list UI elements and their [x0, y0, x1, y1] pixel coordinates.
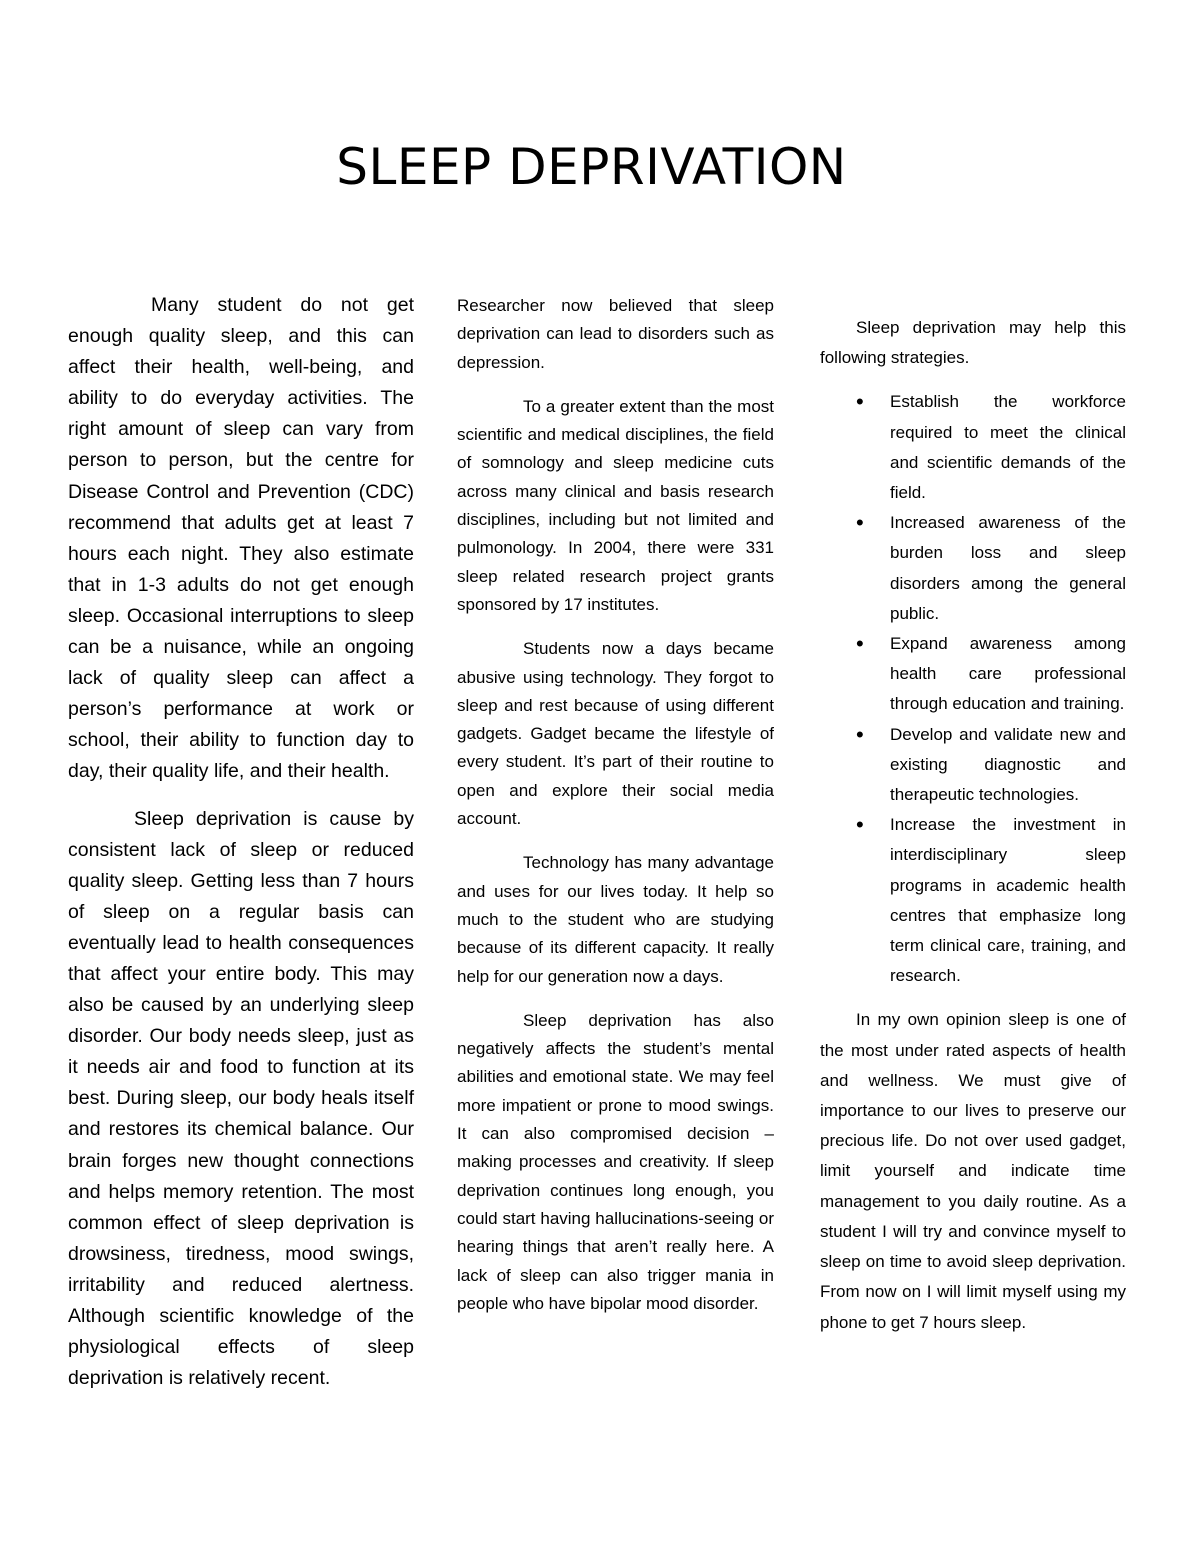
list-item: • Increase the investment in interdisciplinary sleep programs in academic health centres that emphasize long term clinical care, training, and research. — [820, 810, 1126, 991]
list-item: • Establish the workforce required to meet the clinical and scientific demands of the field. — [820, 387, 1126, 508]
list-item: • Increased awareness of the burden loss and sleep disorders among the general public. — [820, 508, 1126, 629]
paragraph: To a greater extent than the most scientific and medical disciplines, the field of somnology and sleep medicine cuts across many clinical and basis research disciplines, including but not limited and pulmonology. In 2004, there were 331 sleep related research project grants sponsored by 17 institutes. — [457, 396, 774, 614]
column-left — [68, 290, 414, 1394]
list-item: • Expand awareness among health care professional through education and training. — [820, 629, 1126, 720]
strategies-list — [820, 387, 1126, 991]
paragraph: Technology has many advantage and uses for our lives today. It help so much to the student who are studying because of its different capacity. It really help for our generation now a days. — [457, 853, 774, 986]
list-item: • Develop and validate new and existing diagnostic and therapeutic technologies. — [820, 720, 1126, 811]
paragraph: Sleep deprivation has also negatively affects the student’s mental abilities and emotional state. We may feel more impatient or prone to mood swings. It can also compromised decision – making processes and creativity. If sleep deprivation continues long enough, you could start having hallucinations-seeing or hearing things that aren’t really here. A lack of sleep can also trigger mania in people who have bipolar mood disorder. — [457, 1010, 774, 1313]
conclusion-paragraph: In my own opinion sleep is one of the most under rated aspects of health and wellness. We must give of importance to our lives to preserve our precious life. Do not over used gadget, limit yourself and indicate time management to you daily routine. As a student I will try and convince myself to sleep on time to avoid sleep deprivation. From now on I will limit myself using my phone to get 7 hours sleep. — [820, 1010, 1126, 1332]
document-title: SLEEP DEPRIVATION — [336, 138, 847, 196]
paragraph: Many student do not get enough quality sleep, and this can affect their health, well-being, and ability to do everyday activities. The right amount of sleep can vary from person to person, but the centre for Disease Control and Prevention (CDC) recommend that adults get at least 7 hours each night. They also estimate that in 1-3 adults do not get enough sleep. Occasional interruptions to sleep can be a nuisance, while an ongoing lack of quality sleep can affect a person’s performance at work or school, their ability to function day to day, their quality life, and their health. — [68, 294, 414, 783]
column-middle — [457, 292, 774, 1318]
paragraph: Students now a days became abusive using technology. They forgot to sleep and rest because of using different gadgets. Gadget became the lifestyle of every student. It’s part of their routine to open and explore their social media account. — [457, 639, 774, 829]
paragraph: Sleep deprivation is cause by consistent lack of sleep or reduced quality sleep. Getting less than 7 hours of sleep on a regular basis can eventually lead to health consequences that affect your entire body. This may also be caused by an underlying sleep disorder. Our body needs sleep, just as it needs air and food to function at its best. During sleep, our body heals itself and restores its chemical balance. Our brain forges new thought connections and helps memory retention. The most common effect of sleep deprivation is drowsiness, tiredness, mood swings, irritability and reduced alertness. Although scientific knowledge of the physiological effects of sleep deprivation is relatively recent. — [68, 807, 414, 1390]
column-right — [820, 313, 1126, 1338]
strategies-intro: Sleep deprivation may help this following strategies. — [820, 318, 1126, 368]
paragraph: Researcher now believed that sleep deprivation can lead to disorders such as depression. — [457, 296, 774, 372]
